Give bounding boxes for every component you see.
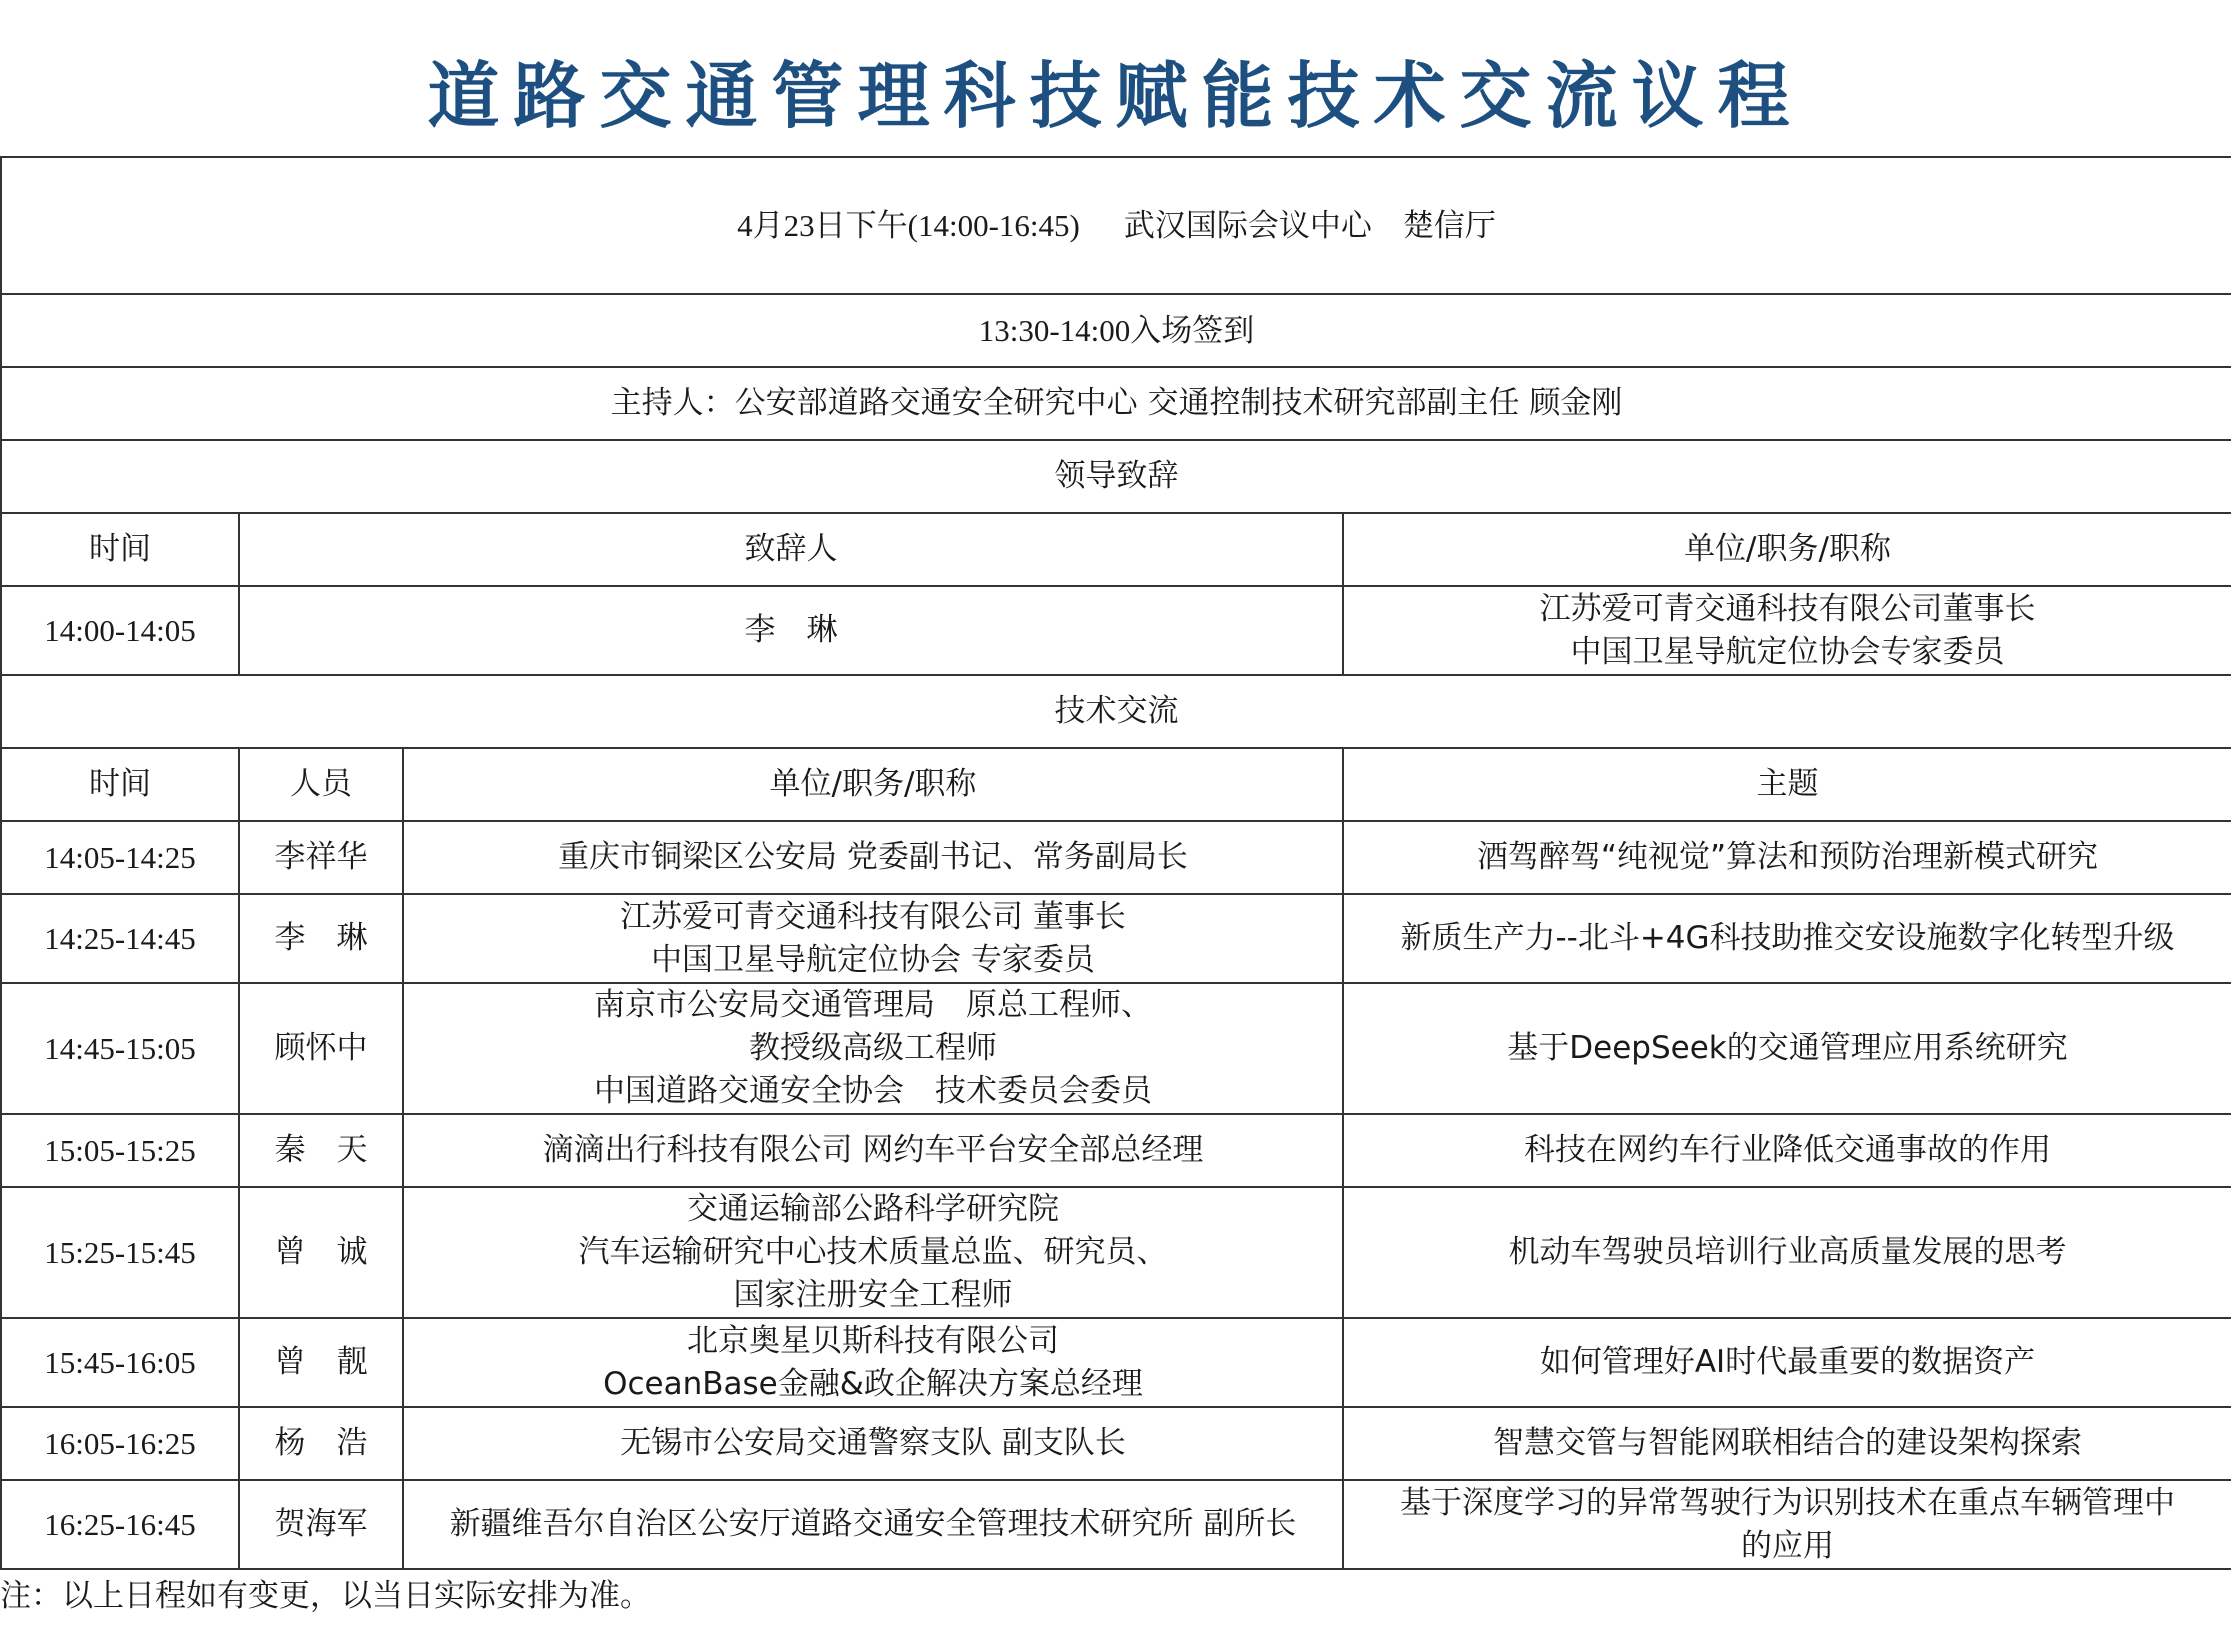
speech-row [1, 586, 2231, 675]
host-row [1, 367, 2231, 440]
row-person: 秦 天 [239, 1114, 403, 1187]
row-person: 顾怀中 [239, 983, 403, 1114]
tech-header-person: 人员 [239, 748, 403, 821]
row-time: 14:45-15:05 [1, 983, 239, 1114]
tech-header-org: 单位/职务/职称 [403, 748, 1343, 821]
tech-header-time: 时间 [1, 748, 239, 821]
speech-section-title: 领导致辞 [1, 440, 2231, 513]
session-datetime: 4月23日下午(14:00-16:45) [737, 207, 1080, 243]
row-org-line: 南京市公安局交通管理局 原总工程师、 [594, 987, 1152, 1023]
row-org-line: 交通运输部公路科学研究院 [687, 1191, 1059, 1227]
speech-header-row [1, 513, 2231, 586]
row-person: 曾 诚 [239, 1187, 403, 1318]
row-time: 15:45-16:05 [1, 1318, 239, 1407]
speech-speaker: 李 琳 [239, 586, 1343, 675]
tech-section-title: 技术交流 [1, 675, 2231, 748]
row-time: 14:05-14:25 [1, 821, 239, 894]
session-venue: 武汉国际会议中心 楚信厅 [1123, 207, 1496, 244]
tech-section-row [1, 675, 2231, 748]
agenda-table [0, 156, 2231, 1570]
session-header [1, 157, 2231, 294]
row-person: 杨 浩 [239, 1407, 403, 1480]
row-org [403, 983, 1343, 1114]
tech-header-topic: 主题 [1343, 748, 2231, 821]
row-person: 李 琳 [239, 894, 403, 983]
row-org-line: 中国卫星导航定位协会 专家委员 [651, 941, 1095, 978]
row-topic-line: 新质生产力--北斗+4G科技助推交安设施数字化转型升级 [1400, 920, 2175, 956]
row-org-line: 新疆维吾尔自治区公安厅道路交通安全管理技术研究所 副所长 [449, 1506, 1297, 1542]
row-org-line: 汽车运输研究中心技术质量总监、研究员、 [578, 1234, 1168, 1270]
speech-header-org: 单位/职务/职称 [1343, 513, 2231, 586]
row-topic-line: 智慧交管与智能网联相结合的建设架构探索 [1493, 1425, 2082, 1461]
row-org [403, 1114, 1343, 1187]
row-topic [1343, 983, 2231, 1114]
row-org [403, 1407, 1343, 1480]
row-org-line: 北京奥星贝斯科技有限公司 [687, 1322, 1059, 1359]
row-topic-line: 科技在网约车行业降低交通事故的作用 [1524, 1132, 2051, 1168]
row-topic [1343, 1114, 2231, 1187]
page-title: 道路交通管理科技赋能技术交流议程 [427, 53, 1804, 138]
row-time: 15:25-15:45 [1, 1187, 239, 1318]
row-topic [1343, 894, 2231, 983]
row-topic-line: 酒驾醉驾“纯视觉”算法和预防治理新模式研究 [1476, 839, 2099, 875]
row-org [403, 1480, 1343, 1569]
row-topic [1343, 1407, 2231, 1480]
speech-header-speaker: 致辞人 [239, 513, 1343, 586]
tech-header-row [1, 748, 2231, 821]
row-topic [1343, 821, 2231, 894]
row-topic-line: 机动车驾驶员培训行业高质量发展的思考 [1508, 1234, 2067, 1270]
table-row [1, 1187, 2231, 1318]
row-person: 李祥华 [239, 821, 403, 894]
row-org [403, 821, 1343, 894]
row-org-line: 江苏爱可青交通科技有限公司 董事长 [620, 898, 1126, 935]
row-person: 贺海军 [239, 1480, 403, 1569]
footnote: 注：以上日程如有变更，以当日实际安排为准。 [0, 1578, 651, 1614]
row-time: 16:25-16:45 [1, 1480, 239, 1569]
table-row [1, 1407, 2231, 1480]
checkin-row [1, 294, 2231, 367]
table-row [1, 983, 2231, 1114]
table-row [1, 821, 2231, 894]
speech-org-line: 江苏爱可青交通科技有限公司董事长 [1539, 590, 2036, 627]
row-org-line: 教授级高级工程师 [749, 1030, 997, 1066]
row-time: 14:25-14:45 [1, 894, 239, 983]
table-row [1, 894, 2231, 983]
speech-org [1343, 586, 2231, 675]
table-row [1, 1318, 2231, 1407]
row-topic [1343, 1480, 2231, 1569]
table-row [1, 1480, 2231, 1569]
row-person: 曾 靓 [239, 1318, 403, 1407]
host-text: 主持人：公安部道路交通安全研究中心 交通控制技术研究部副主任 顾金刚 [1, 367, 2231, 440]
session-header-row [1, 157, 2231, 294]
row-org-line: 重庆市铜梁区公安局 党委副书记、常务副局长 [558, 839, 1188, 875]
row-topic [1343, 1187, 2231, 1318]
row-org [403, 894, 1343, 983]
row-time: 15:05-15:25 [1, 1114, 239, 1187]
speech-time: 14:00-14:05 [1, 586, 239, 675]
speech-org-line: 中国卫星导航定位协会专家委员 [1570, 633, 2005, 670]
row-org-line: 无锡市公安局交通警察支队 副支队长 [620, 1425, 1126, 1461]
row-topic-line: 基于深度学习的异常驾驶行为识别技术在重点车辆管理中 [1400, 1484, 2175, 1521]
checkin-text: 13:30-14:00入场签到 [1, 294, 2231, 367]
row-topic-line: 基于DeepSeek的交通管理应用系统研究 [1507, 1030, 2068, 1066]
table-row [1, 1114, 2231, 1187]
speech-header-time: 时间 [1, 513, 239, 586]
row-org-line: 国家注册安全工程师 [733, 1277, 1013, 1313]
row-topic-line: 的应用 [1741, 1527, 1834, 1564]
row-topic [1343, 1318, 2231, 1407]
speech-section-row [1, 440, 2231, 513]
row-topic-line: 如何管理好AI时代最重要的数据资产 [1539, 1344, 2036, 1380]
row-org [403, 1187, 1343, 1318]
row-time: 16:05-16:25 [1, 1407, 239, 1480]
row-org-line: 中国道路交通安全协会 技术委员会委员 [594, 1073, 1152, 1109]
row-org [403, 1318, 1343, 1407]
row-org-line: 滴滴出行科技有限公司 网约车平台安全部总经理 [542, 1132, 1204, 1168]
row-org-line: OceanBase金融&政企解决方案总经理 [603, 1365, 1143, 1402]
